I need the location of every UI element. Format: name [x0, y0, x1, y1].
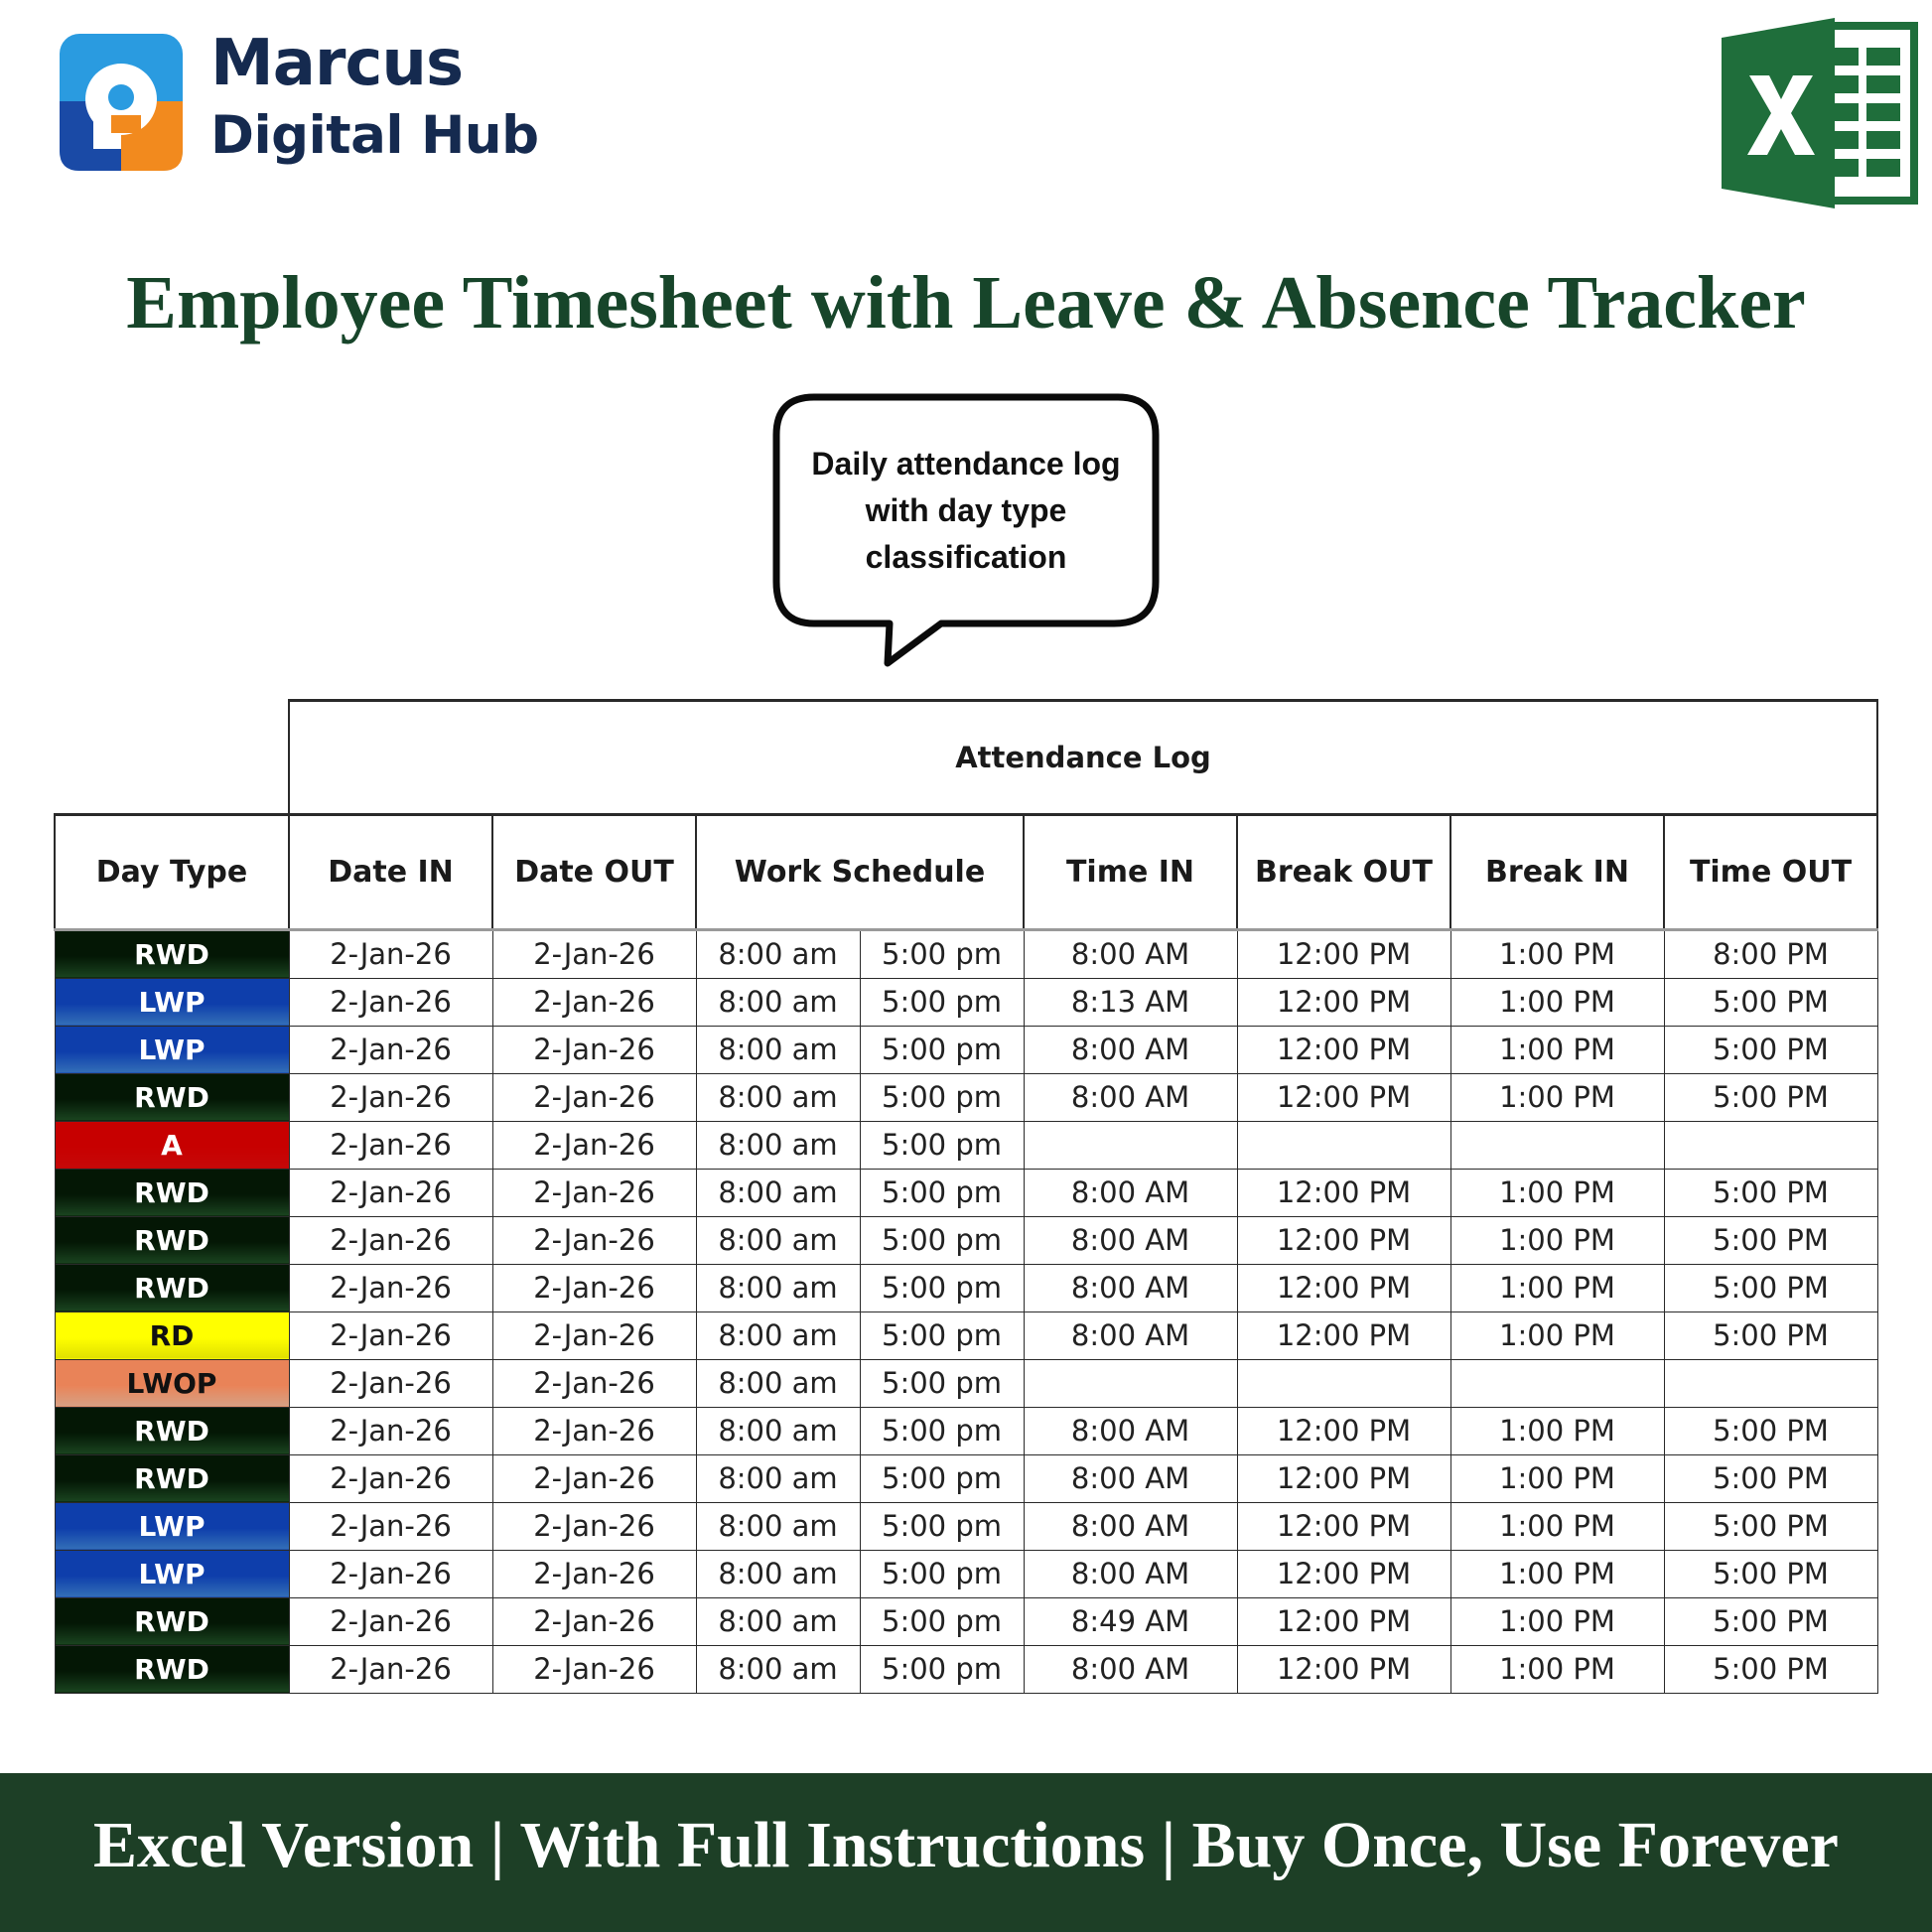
cell-date-out[interactable]: 2-Jan-26	[492, 1407, 696, 1454]
cell-day-type[interactable]: RWD	[55, 1216, 289, 1264]
cell-day-type[interactable]: LWP	[55, 1026, 289, 1073]
cell-date-in[interactable]: 2-Jan-26	[289, 1645, 492, 1693]
cell-time-in[interactable]	[1024, 1359, 1237, 1407]
callout-line-2: with day type	[865, 492, 1067, 528]
table-row	[55, 1073, 1877, 1121]
cell-schedule-end[interactable]: 5:00 pm	[860, 1407, 1024, 1454]
cell-day-type[interactable]: RWD	[55, 1169, 289, 1216]
cell-time-in[interactable]	[1024, 1121, 1237, 1169]
cell-date-in[interactable]: 2-Jan-26	[289, 1454, 492, 1502]
table-row	[55, 1216, 1877, 1264]
cell-day-type[interactable]: RWD	[55, 1597, 289, 1645]
cell-break-out[interactable]: 12:00 PM	[1237, 1169, 1450, 1216]
table-row	[55, 929, 1877, 978]
cell-schedule-start[interactable]: 8:00 am	[696, 1502, 860, 1550]
cell-break-in[interactable]: 1:00 PM	[1450, 1073, 1664, 1121]
cell-time-out[interactable]: 5:00 PM	[1664, 1502, 1877, 1550]
cell-break-in[interactable]: 1:00 PM	[1450, 1597, 1664, 1645]
cell-date-out[interactable]: 2-Jan-26	[492, 1073, 696, 1121]
cell-break-in[interactable]: 1:00 PM	[1450, 929, 1664, 978]
cell-time-in[interactable]: 8:00 AM	[1024, 1264, 1237, 1311]
cell-schedule-end[interactable]: 5:00 pm	[860, 1502, 1024, 1550]
cell-time-out[interactable]	[1664, 1359, 1877, 1407]
cell-time-in[interactable]: 8:00 AM	[1024, 1645, 1237, 1693]
cell-date-out[interactable]: 2-Jan-26	[492, 1026, 696, 1073]
cell-date-in[interactable]: 2-Jan-26	[289, 1597, 492, 1645]
cell-date-in[interactable]: 2-Jan-26	[289, 1407, 492, 1454]
callout-text	[784, 441, 1148, 581]
table-row	[55, 1407, 1877, 1454]
cell-break-in[interactable]: 1:00 PM	[1450, 1311, 1664, 1359]
cell-break-in[interactable]: 1:00 PM	[1450, 1264, 1664, 1311]
cell-time-out[interactable]	[1664, 1121, 1877, 1169]
cell-time-in[interactable]: 8:13 AM	[1024, 978, 1237, 1026]
header-blank-cell	[55, 701, 289, 815]
excel-logo-icon	[1722, 18, 1916, 208]
cell-schedule-start[interactable]: 8:00 am	[696, 1311, 860, 1359]
cell-break-out[interactable]: 12:00 PM	[1237, 1502, 1450, 1550]
cell-schedule-start[interactable]: 8:00 am	[696, 1264, 860, 1311]
cell-break-in[interactable]: 1:00 PM	[1450, 1502, 1664, 1550]
cell-date-in[interactable]: 2-Jan-26	[289, 1359, 492, 1407]
cell-break-out[interactable]: 12:00 PM	[1237, 1454, 1450, 1502]
header-day-type[interactable]: Day Type	[55, 814, 289, 929]
cell-schedule-end[interactable]: 5:00 pm	[860, 1121, 1024, 1169]
cell-time-out[interactable]: 5:00 PM	[1664, 1597, 1877, 1645]
table-row	[55, 1502, 1877, 1550]
cell-break-out[interactable]: 12:00 PM	[1237, 1407, 1450, 1454]
cell-time-out[interactable]: 5:00 PM	[1664, 1073, 1877, 1121]
cell-date-in[interactable]: 2-Jan-26	[289, 1502, 492, 1550]
header-date-in[interactable]: Date IN	[289, 814, 492, 929]
cell-time-in[interactable]: 8:00 AM	[1024, 1026, 1237, 1073]
cell-break-in[interactable]: 1:00 PM	[1450, 1645, 1664, 1693]
cell-day-type[interactable]: LWOP	[55, 1359, 289, 1407]
cell-schedule-end[interactable]: 5:00 pm	[860, 1169, 1024, 1216]
page-title: Employee Timesheet with Leave & Absence Tracker	[126, 261, 1806, 345]
marcus-digital-hub-logo-icon	[60, 34, 183, 171]
cell-break-in[interactable]	[1450, 1359, 1664, 1407]
cell-date-out[interactable]: 2-Jan-26	[492, 929, 696, 978]
attendance-sheet	[54, 695, 1878, 1686]
cell-schedule-start[interactable]: 8:00 am	[696, 1597, 860, 1645]
cell-break-out[interactable]	[1237, 1359, 1450, 1407]
cell-day-type[interactable]: RWD	[55, 1264, 289, 1311]
table-row	[55, 1121, 1877, 1169]
cell-schedule-end[interactable]: 5:00 pm	[860, 1026, 1024, 1073]
header-date-out[interactable]: Date OUT	[492, 814, 696, 929]
callout-line-3: classification	[865, 539, 1067, 575]
cell-date-out[interactable]: 2-Jan-26	[492, 1169, 696, 1216]
cell-date-out[interactable]: 2-Jan-26	[492, 1550, 696, 1597]
cell-schedule-end[interactable]: 5:00 pm	[860, 1073, 1024, 1121]
cell-break-in[interactable]: 1:00 PM	[1450, 978, 1664, 1026]
cell-day-type[interactable]: LWP	[55, 1502, 289, 1550]
cell-break-out[interactable]: 12:00 PM	[1237, 978, 1450, 1026]
cell-date-out[interactable]: 2-Jan-26	[492, 1359, 696, 1407]
cell-schedule-start[interactable]: 8:00 am	[696, 1026, 860, 1073]
cell-schedule-start[interactable]: 8:00 am	[696, 1454, 860, 1502]
cell-schedule-start[interactable]: 8:00 am	[696, 1121, 860, 1169]
cell-break-in[interactable]: 1:00 PM	[1450, 1454, 1664, 1502]
cell-time-in[interactable]: 8:00 AM	[1024, 1216, 1237, 1264]
cell-break-out[interactable]: 12:00 PM	[1237, 1026, 1450, 1073]
cell-time-out[interactable]: 8:00 PM	[1664, 929, 1877, 978]
cell-date-out[interactable]: 2-Jan-26	[492, 1454, 696, 1502]
cell-break-out[interactable]	[1237, 1121, 1450, 1169]
cell-break-out[interactable]: 12:00 PM	[1237, 1550, 1450, 1597]
cell-date-in[interactable]: 2-Jan-26	[289, 1073, 492, 1121]
cell-time-in[interactable]: 8:00 AM	[1024, 1502, 1237, 1550]
header-break-in[interactable]: Break IN	[1450, 814, 1664, 929]
cell-day-type[interactable]: LWP	[55, 978, 289, 1026]
cell-break-out[interactable]: 12:00 PM	[1237, 1311, 1450, 1359]
cell-time-out[interactable]: 5:00 PM	[1664, 978, 1877, 1026]
cell-break-in[interactable]: 1:00 PM	[1450, 1169, 1664, 1216]
cell-time-in[interactable]: 8:00 AM	[1024, 1073, 1237, 1121]
cell-time-out[interactable]: 5:00 PM	[1664, 1311, 1877, 1359]
cell-schedule-end[interactable]: 5:00 pm	[860, 1311, 1024, 1359]
cell-schedule-start[interactable]: 8:00 am	[696, 1550, 860, 1597]
cell-schedule-start[interactable]: 8:00 am	[696, 1645, 860, 1693]
cell-date-in[interactable]: 2-Jan-26	[289, 1121, 492, 1169]
header-time-out[interactable]: Time OUT	[1664, 814, 1877, 929]
brand-line-2: Digital Hub	[210, 105, 539, 166]
cell-time-in[interactable]: 8:49 AM	[1024, 1597, 1237, 1645]
cell-break-out[interactable]: 12:00 PM	[1237, 1645, 1450, 1693]
cell-schedule-start[interactable]: 8:00 am	[696, 1169, 860, 1216]
callout-line-1: Daily attendance log	[811, 446, 1121, 482]
cell-time-in[interactable]: 8:00 AM	[1024, 1407, 1237, 1454]
cell-break-out[interactable]: 12:00 PM	[1237, 1073, 1450, 1121]
table-row	[55, 1454, 1877, 1502]
footer-banner: Excel Version | With Full Instructions | Buy Once, Use Forever	[0, 1773, 1932, 1932]
cell-day-type[interactable]: RWD	[55, 1454, 289, 1502]
cell-schedule-start[interactable]: 8:00 am	[696, 978, 860, 1026]
cell-time-out[interactable]: 5:00 PM	[1664, 1407, 1877, 1454]
cell-date-out[interactable]: 2-Jan-26	[492, 1216, 696, 1264]
cell-time-in[interactable]: 8:00 AM	[1024, 1550, 1237, 1597]
table-row	[55, 1311, 1877, 1359]
cell-break-out[interactable]: 12:00 PM	[1237, 1264, 1450, 1311]
cell-schedule-end[interactable]: 5:00 pm	[860, 1597, 1024, 1645]
cell-date-in[interactable]: 2-Jan-26	[289, 1311, 492, 1359]
header-work-schedule[interactable]: Work Schedule	[696, 814, 1024, 929]
cell-break-out[interactable]: 12:00 PM	[1237, 1216, 1450, 1264]
cell-date-out[interactable]: 2-Jan-26	[492, 1264, 696, 1311]
cell-schedule-start[interactable]: 8:00 am	[696, 929, 860, 978]
cell-day-type[interactable]: RWD	[55, 929, 289, 978]
attendance-rows	[55, 929, 1877, 1693]
cell-schedule-end[interactable]: 5:00 pm	[860, 1645, 1024, 1693]
cell-time-in[interactable]: 8:00 AM	[1024, 1454, 1237, 1502]
cell-date-out[interactable]: 2-Jan-26	[492, 1502, 696, 1550]
header-time-in[interactable]: Time IN	[1024, 814, 1237, 929]
cell-schedule-end[interactable]: 5:00 pm	[860, 1216, 1024, 1264]
attendance-log-band: Attendance Log	[289, 701, 1877, 815]
cell-date-out[interactable]: 2-Jan-26	[492, 1597, 696, 1645]
cell-break-in[interactable]: 1:00 PM	[1450, 1550, 1664, 1597]
cell-day-type[interactable]: RWD	[55, 1407, 289, 1454]
cell-break-in[interactable]: 1:00 PM	[1450, 1026, 1664, 1073]
cell-day-type[interactable]: LWP	[55, 1550, 289, 1597]
cell-time-out[interactable]: 5:00 PM	[1664, 1645, 1877, 1693]
table-row	[55, 1597, 1877, 1645]
cell-date-in[interactable]: 2-Jan-26	[289, 1216, 492, 1264]
cell-date-out[interactable]: 2-Jan-26	[492, 1121, 696, 1169]
cell-date-in[interactable]: 2-Jan-26	[289, 1169, 492, 1216]
table-row	[55, 1645, 1877, 1693]
cell-break-in[interactable]: 1:00 PM	[1450, 1216, 1664, 1264]
cell-schedule-end[interactable]: 5:00 pm	[860, 978, 1024, 1026]
cell-schedule-end[interactable]: 5:00 pm	[860, 1550, 1024, 1597]
cell-date-in[interactable]: 2-Jan-26	[289, 978, 492, 1026]
cell-schedule-start[interactable]: 8:00 am	[696, 1073, 860, 1121]
table-row	[55, 1359, 1877, 1407]
cell-break-in[interactable]: 1:00 PM	[1450, 1407, 1664, 1454]
brand-line-1: Marcus	[210, 27, 464, 100]
cell-day-type[interactable]: RD	[55, 1311, 289, 1359]
cell-time-out[interactable]: 5:00 PM	[1664, 1454, 1877, 1502]
cell-time-out[interactable]: 5:00 PM	[1664, 1169, 1877, 1216]
table-row	[55, 978, 1877, 1026]
cell-schedule-end[interactable]: 5:00 pm	[860, 1264, 1024, 1311]
cell-break-out[interactable]: 12:00 PM	[1237, 1597, 1450, 1645]
header-break-out[interactable]: Break OUT	[1237, 814, 1450, 929]
table-row	[55, 1169, 1877, 1216]
cell-schedule-end[interactable]: 5:00 pm	[860, 929, 1024, 978]
cell-time-out[interactable]: 5:00 PM	[1664, 1550, 1877, 1597]
cell-time-out[interactable]: 5:00 PM	[1664, 1026, 1877, 1073]
cell-date-in[interactable]: 2-Jan-26	[289, 1550, 492, 1597]
cell-schedule-start[interactable]: 8:00 am	[696, 1359, 860, 1407]
cell-day-type[interactable]: A	[55, 1121, 289, 1169]
cell-day-type[interactable]: RWD	[55, 1645, 289, 1693]
cell-date-in[interactable]: 2-Jan-26	[289, 1026, 492, 1073]
cell-date-in[interactable]: 2-Jan-26	[289, 1264, 492, 1311]
table-row	[55, 1550, 1877, 1597]
brand-name	[210, 27, 539, 166]
cell-schedule-start[interactable]: 8:00 am	[696, 1407, 860, 1454]
cell-date-out[interactable]: 2-Jan-26	[492, 1311, 696, 1359]
table-row	[55, 1026, 1877, 1073]
cell-date-out[interactable]: 2-Jan-26	[492, 978, 696, 1026]
cell-time-out[interactable]: 5:00 PM	[1664, 1216, 1877, 1264]
cell-day-type[interactable]: RWD	[55, 1073, 289, 1121]
cell-time-in[interactable]: 8:00 AM	[1024, 1311, 1237, 1359]
table-row	[55, 1264, 1877, 1311]
cell-break-out[interactable]: 12:00 PM	[1237, 929, 1450, 978]
cell-time-in[interactable]: 8:00 AM	[1024, 1169, 1237, 1216]
cell-schedule-end[interactable]: 5:00 pm	[860, 1359, 1024, 1407]
attendance-table	[54, 699, 1878, 1694]
cell-date-out[interactable]: 2-Jan-26	[492, 1645, 696, 1693]
cell-schedule-start[interactable]: 8:00 am	[696, 1216, 860, 1264]
cell-time-out[interactable]: 5:00 PM	[1664, 1264, 1877, 1311]
cell-schedule-end[interactable]: 5:00 pm	[860, 1454, 1024, 1502]
cell-date-in[interactable]: 2-Jan-26	[289, 929, 492, 978]
cell-break-in[interactable]	[1450, 1121, 1664, 1169]
cell-time-in[interactable]: 8:00 AM	[1024, 929, 1237, 978]
